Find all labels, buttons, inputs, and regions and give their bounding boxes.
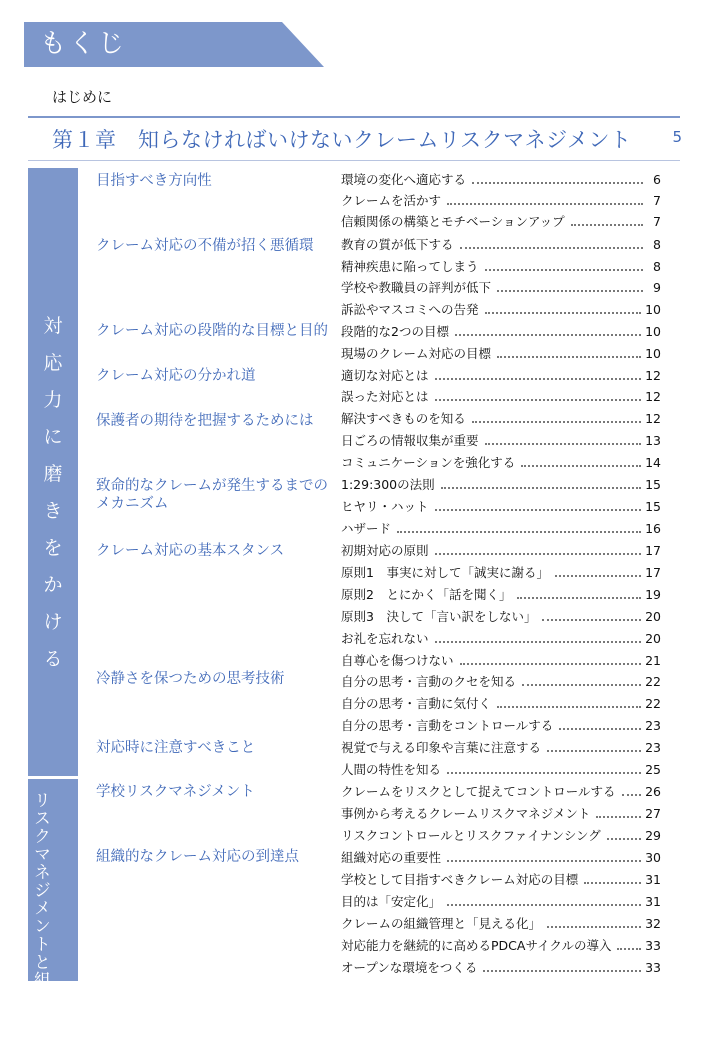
section-heading[interactable]: メカニズム — [96, 496, 169, 512]
dot-leader — [596, 816, 641, 818]
toc-entry[interactable]: コミュニケーションを強化する 14 — [341, 455, 661, 470]
section-heading[interactable]: 冷静さを保つための思考技術 — [96, 671, 285, 687]
dot-leader — [522, 684, 641, 686]
dot-leader — [607, 838, 641, 840]
dot-leader — [460, 663, 642, 665]
section-heading[interactable]: 対応時に注意すべきこと — [96, 740, 256, 756]
toc-entry[interactable]: 精神疾患に陥ってしまう 8 — [341, 259, 661, 274]
side-label-text: 対 応 力 に 磨 き を か け る — [43, 315, 63, 670]
chapter-title[interactable]: 第１章 知らなければいけないクレームリスクマネジメント — [52, 128, 632, 152]
dot-leader — [435, 641, 642, 643]
chapter-divider-bottom — [28, 160, 680, 161]
dot-leader — [435, 553, 642, 555]
dot-leader — [497, 706, 641, 708]
toc-entry[interactable]: 自分の思考・言動をコントロールする 23 — [341, 718, 661, 733]
dot-leader — [460, 247, 643, 249]
section-heading[interactable]: 保護者の期待を把握するためには — [96, 413, 314, 429]
section-heading[interactable]: 目指すべき方向性 — [96, 173, 212, 189]
toc-entry[interactable]: 人間の特性を知る 25 — [341, 762, 661, 777]
section-heading[interactable]: クレーム対応の分かれ道 — [96, 368, 256, 384]
toc-entry[interactable]: クレームの組織管理と「見える化」 32 — [341, 916, 661, 931]
dot-leader — [517, 597, 641, 599]
dot-leader — [571, 224, 643, 226]
side-label-risk-management — [28, 779, 78, 1043]
dot-leader — [435, 399, 642, 401]
dot-leader — [447, 860, 641, 862]
dot-leader — [455, 334, 641, 336]
toc-entry[interactable]: 学校として目指すべきクレーム対応の目標 31 — [341, 872, 661, 887]
dot-leader — [447, 772, 641, 774]
toc-entry[interactable]: リスクコントロールとリスクファイナンシング 29 — [341, 828, 661, 843]
side-label-response-skills — [28, 168, 78, 776]
toc-entry[interactable]: 原則2 とにかく「話を聞く」 19 — [341, 587, 661, 602]
toc-entry[interactable]: 目的は「安定化」 31 — [341, 894, 661, 909]
chapter-page-number: 5 — [672, 128, 682, 146]
dot-leader — [483, 970, 641, 972]
dot-leader — [547, 750, 641, 752]
toc-entry[interactable]: 教育の質が低下する 8 — [341, 237, 661, 252]
toc-entry[interactable]: ハザード 16 — [341, 521, 661, 536]
dot-leader — [485, 312, 642, 314]
dot-leader — [441, 487, 641, 489]
dot-leader — [485, 269, 643, 271]
dot-leader — [435, 378, 642, 380]
section-heading[interactable]: クレーム対応の段階的な目標と目的 — [96, 323, 328, 339]
dot-leader — [521, 465, 641, 467]
toc-entry[interactable]: 適切な対応とは 12 — [341, 368, 661, 383]
toc-entry[interactable]: 自尊心を傷つけない 21 — [341, 653, 661, 668]
dot-leader — [472, 421, 641, 423]
toc-entry[interactable]: 対応能力を継続的に高めるPDCAサイクルの導入 33 — [341, 938, 661, 953]
section-heading[interactable]: クレーム対応の基本スタンス — [96, 543, 285, 559]
toc-entry[interactable]: 学校や教職員の評判が低下 9 — [341, 280, 661, 295]
dot-leader — [397, 531, 641, 533]
dot-leader — [435, 509, 642, 511]
dot-leader — [447, 904, 641, 906]
dot-leader — [622, 794, 642, 796]
toc-entry[interactable]: 自分の思考・言動のクセを知る 22 — [341, 674, 661, 689]
toc-entry[interactable]: クレームをリスクとして捉えてコントロールする 26 — [341, 784, 661, 799]
toc-entry[interactable]: 1:29:300の法則 15 — [341, 477, 661, 492]
toc-entry[interactable]: 初期対応の原則 17 — [341, 543, 661, 558]
chapter-divider-top — [28, 116, 680, 118]
toc-entry[interactable]: 誤った対応とは 12 — [341, 389, 661, 404]
section-heading[interactable]: クレーム対応の不備が招く悪循環 — [96, 238, 314, 254]
dot-leader — [485, 443, 642, 445]
section-heading[interactable]: 致命的なクレームが発生するまでの — [96, 478, 328, 494]
dot-leader — [497, 290, 643, 292]
intro-link[interactable]: はじめに — [52, 88, 113, 106]
toc-entry[interactable]: 組織対応の重要性 30 — [341, 850, 661, 865]
toc-entry[interactable]: 訴訟やマスコミへの告発 10 — [341, 302, 661, 317]
dot-leader — [472, 182, 643, 184]
dot-leader — [497, 356, 641, 358]
toc-entry[interactable]: 視覚で与える印象や言葉に注意する 23 — [341, 740, 661, 755]
toc-entry[interactable]: 日ごろの情報収集が重要 13 — [341, 433, 661, 448]
toc-entry[interactable]: 原則1 事実に対して「誠実に謝る」 17 — [341, 565, 661, 580]
toc-entry[interactable]: 環境の変化へ適応する 6 — [341, 172, 661, 187]
dot-leader — [584, 882, 641, 884]
dot-leader — [542, 619, 641, 621]
page-title: もくじ — [40, 29, 128, 59]
toc-entry[interactable]: クレームを活かす 7 — [341, 193, 661, 208]
side-label-text: リスクマネジメントと組織対応 — [30, 791, 50, 1043]
dot-leader — [617, 948, 641, 950]
toc-entry[interactable]: ヒヤリ・ハット 15 — [341, 499, 661, 514]
toc-entry[interactable]: 事例から考えるクレームリスクマネジメント 27 — [341, 806, 661, 821]
toc-entry[interactable]: 現場のクレーム対応の目標 10 — [341, 346, 661, 361]
toc-entry[interactable]: 信頼関係の構築とモチベーションアップ 7 — [341, 214, 661, 229]
toc-entry[interactable]: 自分の思考・言動に気付く 22 — [341, 696, 661, 711]
toc-entry[interactable]: 段階的な2つの目標 10 — [341, 324, 661, 339]
section-heading[interactable]: 学校リスクマネジメント — [96, 784, 255, 800]
toc-entry[interactable]: 解決すべきものを知る 12 — [341, 411, 661, 426]
toc-entry[interactable]: 原則3 決して「言い訳をしない」 20 — [341, 609, 661, 624]
dot-leader — [559, 728, 641, 730]
dot-leader — [555, 575, 641, 577]
toc-entry[interactable]: オープンな環境をつくる 33 — [341, 960, 661, 975]
dot-leader — [447, 203, 643, 205]
toc-entry[interactable]: お礼を忘れない 20 — [341, 631, 661, 646]
section-heading[interactable]: 組織的なクレーム対応の到達点 — [96, 849, 299, 865]
dot-leader — [547, 926, 641, 928]
